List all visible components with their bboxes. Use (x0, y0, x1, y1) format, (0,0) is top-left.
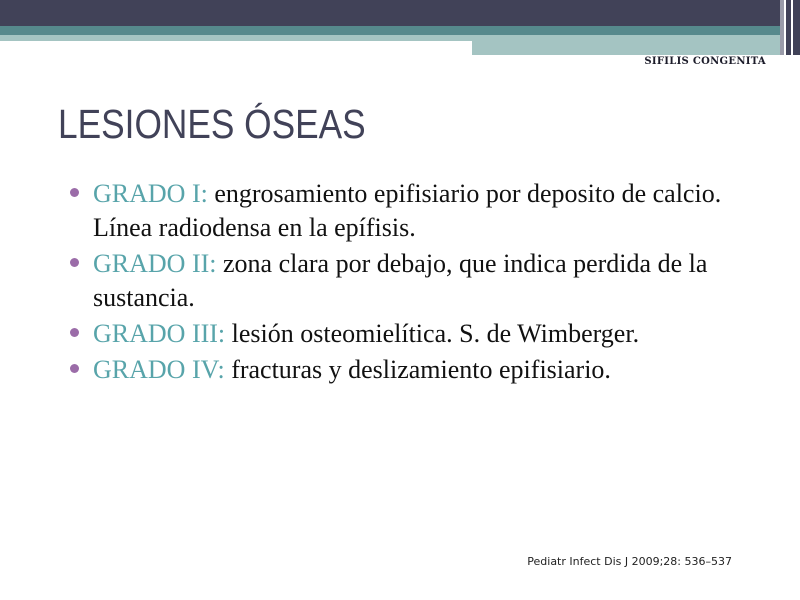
grade-label: GRADO I: (93, 179, 208, 208)
bullet-text: zona clara por debajo, que indica perdida de la sustancia. (93, 249, 708, 312)
bullet-text: fracturas y deslizamiento epifisiario. (231, 355, 611, 384)
top-banner-teal-stripe (0, 26, 780, 35)
slide-title: LESIONES ÓSEAS (58, 101, 366, 147)
bullet-text: lesión osteomielítica. S. de Wimberger. (231, 319, 640, 348)
grade-label: GRADO IV: (93, 355, 225, 384)
bullet-list (66, 177, 726, 389)
grade-label: GRADO III: (93, 319, 226, 348)
corner-decoration (780, 0, 800, 55)
top-banner-light-stripe (0, 35, 472, 41)
grade-label: GRADO II: (93, 249, 217, 278)
bullet-dot-icon (70, 328, 79, 337)
top-banner-dark (0, 0, 780, 26)
bullet-dot-icon (70, 258, 79, 267)
header-band (472, 35, 780, 55)
citation: Pediatr Infect Dis J 2009;28: 536–537 (527, 555, 732, 568)
bullet-item-grado-2 (66, 247, 726, 315)
bullet-text: engrosamiento epifisiario por deposito de calcio. Línea radiodensa en la epífisis. (93, 179, 722, 242)
bullet-item-grado-1 (66, 177, 726, 245)
bullet-dot-icon (70, 364, 79, 373)
bullet-item-grado-3 (66, 317, 726, 351)
section-label: SIFILIS CONGENITA (644, 56, 766, 67)
bullet-dot-icon (70, 188, 79, 197)
bullet-item-grado-4 (66, 353, 726, 387)
